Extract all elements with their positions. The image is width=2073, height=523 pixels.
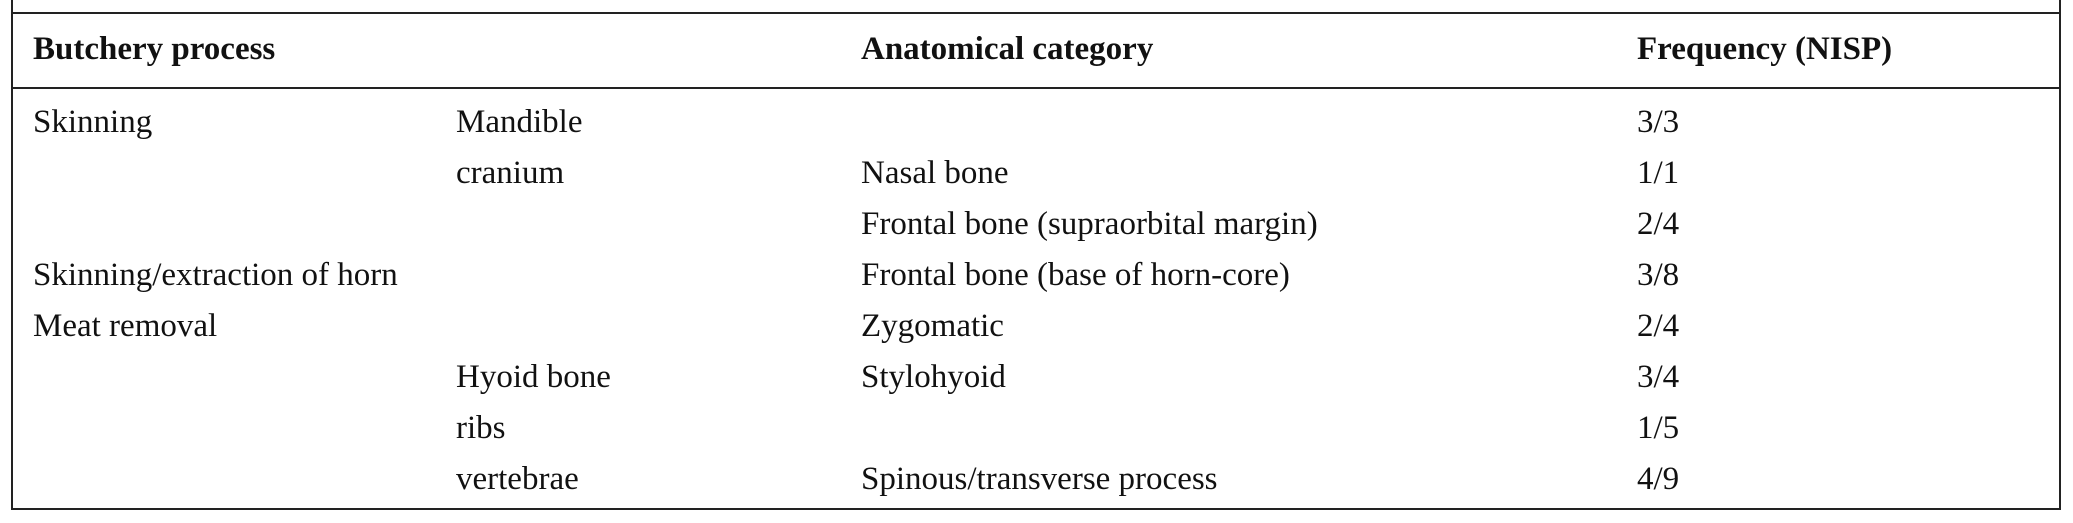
table-top-rule	[11, 12, 2061, 14]
header-butchery-process: Butchery process	[33, 31, 276, 67]
cell-process: Meat removal	[33, 308, 218, 344]
cell-frequency: 2/4	[1637, 308, 1680, 344]
cell-category: Zygomatic	[861, 308, 1004, 344]
cell-element: cranium	[456, 155, 565, 191]
cell-frequency: 3/4	[1637, 359, 1680, 395]
cell-frequency: 3/8	[1637, 257, 1680, 293]
cell-category: Stylohyoid	[861, 359, 1006, 395]
cell-category: Frontal bone (supraorbital margin)	[861, 206, 1318, 242]
cell-category: Nasal bone	[861, 155, 1009, 191]
header-anatomical-category: Anatomical category	[861, 31, 1154, 67]
cell-element: Mandible	[456, 104, 583, 140]
cell-process: Skinning/extraction of horn	[33, 257, 398, 293]
cell-element: vertebrae	[456, 461, 579, 497]
cell-frequency: 2/4	[1637, 206, 1680, 242]
header-frequency: Frequency (NISP)	[1637, 31, 1893, 67]
cell-frequency: 1/5	[1637, 410, 1680, 446]
cell-frequency: 4/9	[1637, 461, 1680, 497]
cell-category: Frontal bone (base of horn-core)	[861, 257, 1290, 293]
cell-element: ribs	[456, 410, 506, 446]
cell-frequency: 1/1	[1637, 155, 1680, 191]
table-header-rule	[11, 87, 2061, 89]
cell-frequency: 3/3	[1637, 104, 1680, 140]
cell-category: Spinous/transverse process	[861, 461, 1218, 497]
cell-element: Hyoid bone	[456, 359, 611, 395]
cell-process: Skinning	[33, 104, 153, 140]
